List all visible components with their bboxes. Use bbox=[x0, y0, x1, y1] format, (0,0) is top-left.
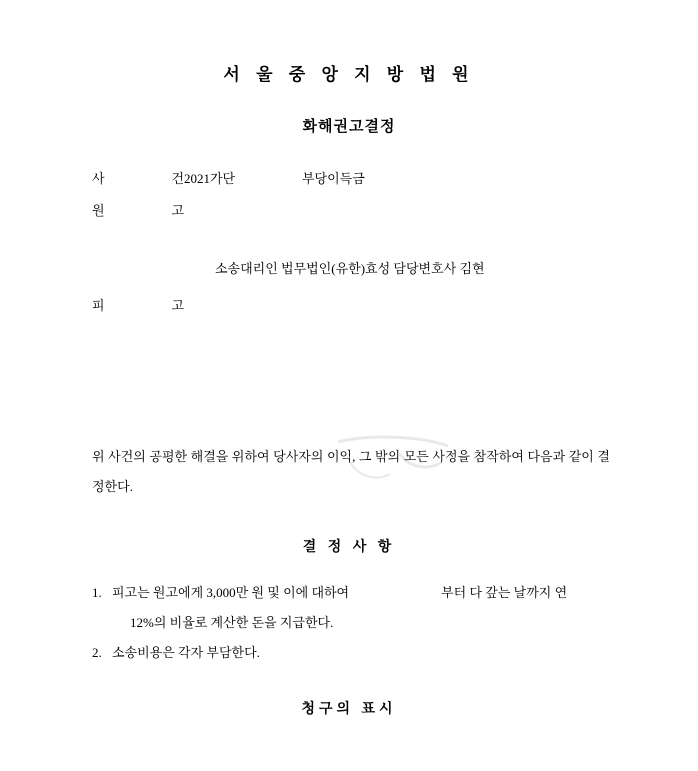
case-fields bbox=[0, 168, 698, 232]
case-number: 2021가단 bbox=[184, 171, 236, 186]
decision-items bbox=[0, 578, 698, 668]
legal-representative-line: 소송대리인 법무법인(유한)효성 담당변호사 김현 bbox=[215, 261, 485, 276]
field-row-case bbox=[92, 168, 698, 200]
claim-heading: 청구의 표시 bbox=[301, 702, 397, 717]
field-label-case-char-1: 사 bbox=[92, 171, 105, 186]
decision-heading: 결 정 사 항 bbox=[302, 540, 396, 555]
decision-item-2 bbox=[92, 638, 628, 668]
decision-item-1-text-after: 부터 다 갚는 날까지 연 bbox=[441, 585, 568, 600]
field-label-case-char-2: 건 bbox=[171, 171, 184, 186]
field-row-defendant bbox=[0, 295, 698, 314]
field-row-plaintiff bbox=[92, 200, 698, 232]
field-label-defendant-char-1: 피 bbox=[92, 298, 105, 313]
decision-item-1-number: 1. bbox=[92, 585, 102, 600]
field-label-defendant-char-2: 고 bbox=[171, 298, 184, 313]
body-paragraph: 위 사건의 공평한 해결을 위하여 당사자의 이익, 그 밖의 모든 사정을 참작하여 다음과 같이 결정한다. bbox=[92, 449, 610, 494]
field-label-case bbox=[92, 168, 184, 187]
decision-item-2-text-before: 소송비용은 각자 부담한다. bbox=[112, 645, 260, 660]
court-title: 서 울 중 앙 지 방 법 원 bbox=[223, 65, 475, 84]
decision-item-1 bbox=[92, 578, 628, 638]
case-type: 부당이득금 bbox=[302, 171, 365, 186]
document-page bbox=[0, 60, 698, 771]
decision-item-1-text-before: 피고는 원고에게 3,000만 원 및 이에 대하여 bbox=[112, 585, 350, 600]
decision-item-2-number: 2. bbox=[92, 645, 102, 660]
field-label-plaintiff-char-2: 고 bbox=[171, 203, 184, 218]
field-label-plaintiff-char-1: 원 bbox=[92, 203, 105, 218]
decision-item-1-continuation: 12%의 비율로 계산한 돈을 지급한다. bbox=[130, 615, 334, 630]
field-label-defendant bbox=[92, 295, 184, 314]
field-label-plaintiff bbox=[92, 200, 184, 219]
document-title: 화해권고결정 bbox=[302, 119, 396, 135]
field-value-case bbox=[184, 168, 365, 187]
